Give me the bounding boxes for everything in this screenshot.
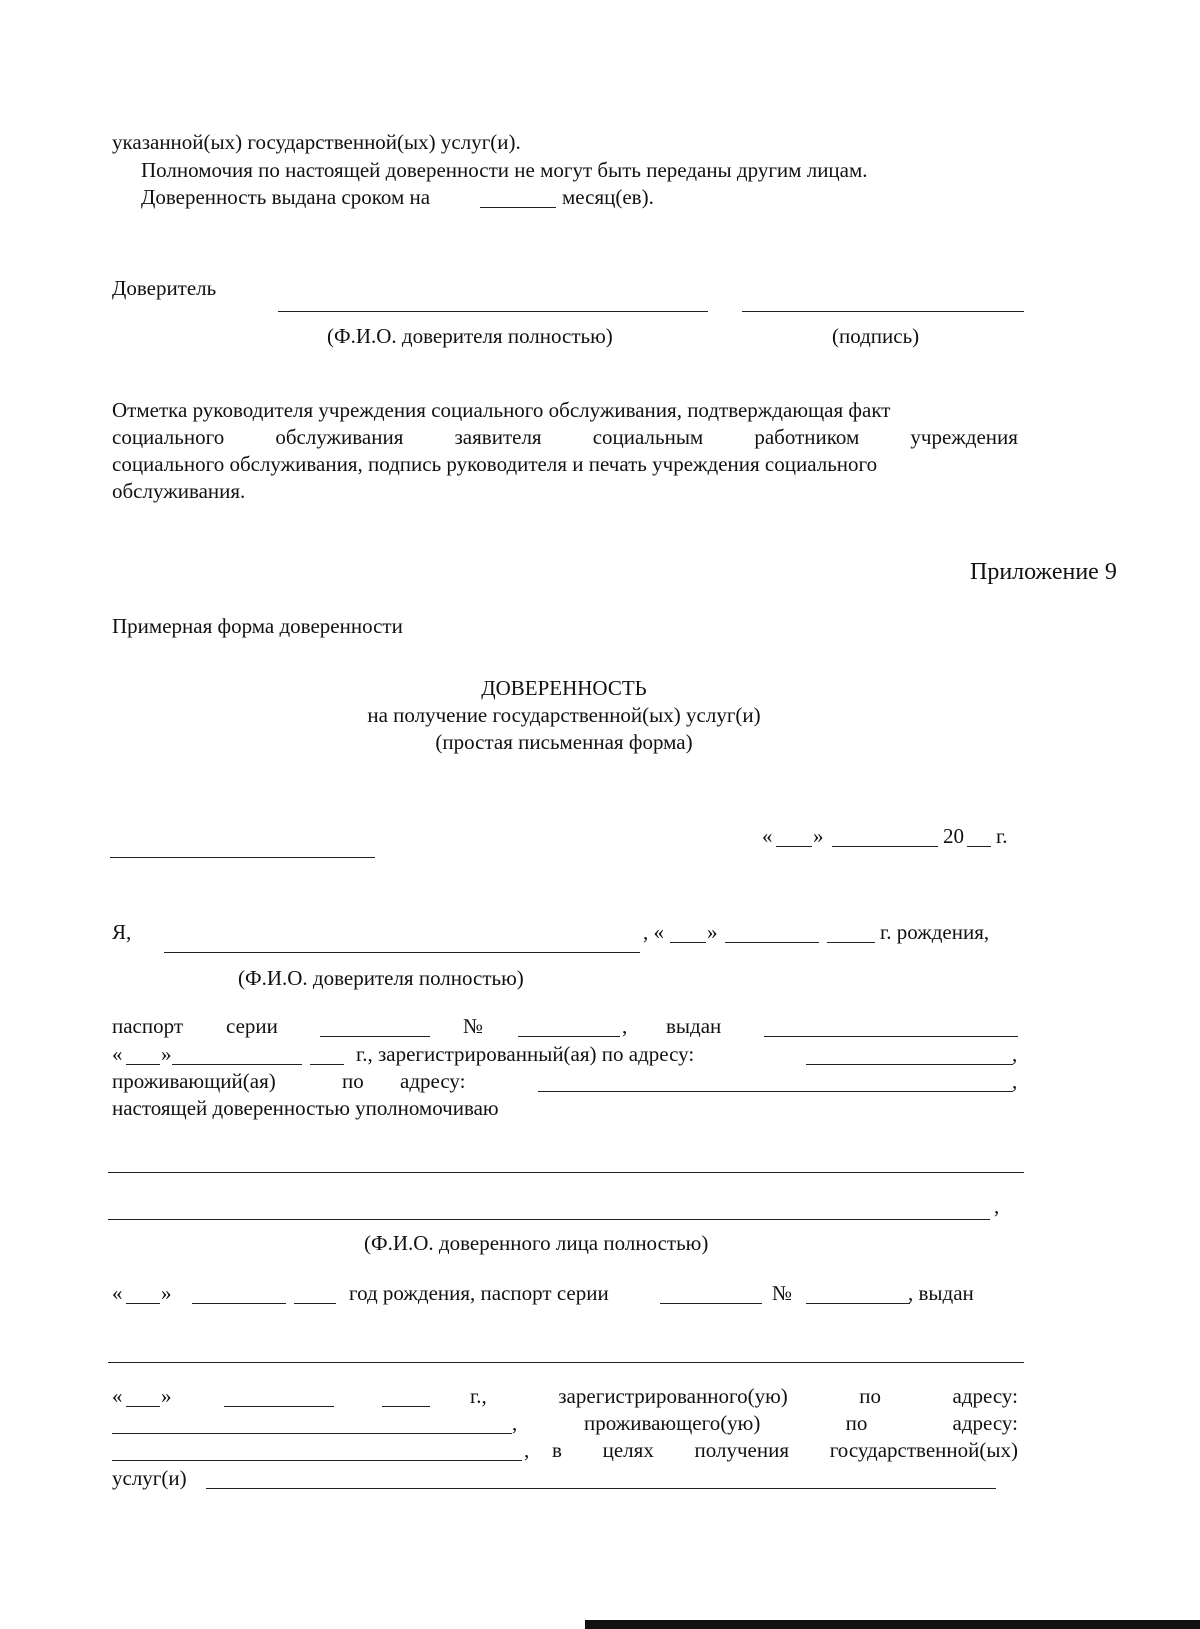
- text-line-justified: [552, 1440, 1018, 1461]
- word: адресу:: [952, 1411, 1018, 1435]
- authorize-text: настоящей доверенностью уполномочиваю: [112, 1096, 499, 1120]
- text-line: Отметка руководителя учреждения социального обслуживания, подтверждающая факт: [112, 398, 891, 422]
- comma: ,: [524, 1438, 530, 1462]
- text-line: Полномочия по настоящей доверенности не могут быть переданы другим лицам.: [141, 158, 868, 182]
- word: государственной(ых): [829, 1438, 1018, 1462]
- fio-caption: (Ф.И.О. доверителя полностью): [327, 324, 613, 348]
- document-subtitle: [0, 705, 1200, 726]
- word: адресу:: [952, 1384, 1018, 1408]
- month-blank: [192, 1303, 286, 1304]
- sample-form-label: Примерная форма доверенности: [112, 614, 403, 638]
- fio-agent-caption: (Ф.И.О. доверенного лица полностью): [364, 1231, 709, 1255]
- year-suffix: г.: [996, 824, 1008, 848]
- quote-close: »: [813, 824, 824, 848]
- address-blank: [538, 1091, 1013, 1092]
- text-line: месяц(ев).: [562, 185, 654, 209]
- issued-line: [108, 1362, 1024, 1363]
- fio-line: [278, 311, 708, 312]
- subtitle-text-2: (простая письменная форма): [435, 730, 693, 754]
- day-blank: [126, 1303, 160, 1304]
- address-blank: [112, 1460, 522, 1461]
- word: г.,: [470, 1384, 487, 1408]
- word: выдан: [666, 1014, 722, 1038]
- blank-line: [480, 207, 556, 208]
- quote-close: »: [707, 920, 718, 944]
- month-blank: [224, 1406, 334, 1407]
- number-blank: [806, 1303, 910, 1304]
- word: обслуживания: [275, 425, 404, 449]
- word: в: [552, 1438, 562, 1462]
- series-blank: [660, 1303, 762, 1304]
- text-line-justified: [584, 1413, 1018, 1434]
- day-blank: [126, 1406, 160, 1407]
- comma: ,: [512, 1411, 518, 1435]
- word: проживающего(ую): [584, 1411, 761, 1435]
- title-text: ДОВЕРЕННОСТЬ: [481, 676, 647, 700]
- word: по: [859, 1384, 882, 1408]
- word: социального: [112, 425, 225, 449]
- quote-open: «: [112, 1042, 123, 1066]
- word: проживающий(ая): [112, 1069, 276, 1093]
- word: социальным: [592, 425, 704, 449]
- birth-suffix: г. рождения,: [880, 920, 990, 944]
- i-label: Я,: [112, 920, 132, 944]
- word: адресу:: [400, 1069, 466, 1093]
- document-title: [0, 678, 1200, 699]
- word: работником: [754, 425, 860, 449]
- text-line-justified: [112, 427, 1018, 448]
- comma: ,: [1012, 1069, 1018, 1093]
- address-blank: [112, 1433, 512, 1434]
- number-sign: №: [463, 1014, 484, 1038]
- month-blank: [725, 942, 819, 943]
- word: заявителя: [454, 425, 542, 449]
- comma: ,: [994, 1194, 1000, 1218]
- comma: ,: [622, 1014, 628, 1038]
- fio-line: [164, 952, 640, 953]
- issued-blank: [764, 1036, 1018, 1037]
- year-blank: [967, 846, 991, 847]
- word: по: [342, 1069, 364, 1093]
- text-line-justified: [470, 1386, 1018, 1407]
- quote-open: «: [112, 1281, 123, 1305]
- number-blank: [518, 1036, 620, 1037]
- quote-open: , «: [643, 920, 664, 944]
- subtitle-text: на получение государственной(ых) услуг(и): [367, 703, 761, 727]
- year-blank: [827, 942, 875, 943]
- text-line: обслуживания.: [112, 479, 246, 503]
- day-blank: [776, 846, 812, 847]
- address-blank: [806, 1064, 1013, 1065]
- word: получения: [694, 1438, 789, 1462]
- day-blank: [126, 1064, 160, 1065]
- year-prefix: 20: [943, 824, 964, 848]
- quote-close: »: [161, 1042, 172, 1066]
- text-line: Доверенность выдана сроком на: [141, 185, 431, 209]
- year-blank: [382, 1406, 430, 1407]
- signature-line: [742, 311, 1024, 312]
- appendix-label: Приложение 9: [970, 559, 1117, 585]
- agent-line: [108, 1172, 1024, 1173]
- quote-open: «: [762, 824, 773, 848]
- quote-close: »: [161, 1384, 172, 1408]
- word: учреждения: [910, 425, 1018, 449]
- scan-edge-bar: [585, 1620, 1200, 1629]
- services-label: услуг(и): [112, 1466, 187, 1490]
- place-line: [110, 857, 375, 858]
- principal-label: Доверитель: [112, 276, 217, 300]
- agent-line: [108, 1219, 990, 1220]
- issued-text: , выдан: [908, 1281, 974, 1305]
- word: целях: [602, 1438, 654, 1462]
- text-line: социального обслуживания, подпись руководителя и печать учреждения социального: [112, 452, 878, 476]
- month-blank: [832, 846, 938, 847]
- word: зарегистрированного(ую): [558, 1384, 788, 1408]
- text-line: указанной(ых) государственной(ых) услуг(и).: [112, 130, 521, 154]
- quote-open: «: [112, 1384, 123, 1408]
- number-sign: №: [772, 1281, 793, 1305]
- comma: ,: [1012, 1042, 1018, 1066]
- word: паспорт: [112, 1014, 184, 1038]
- reg-text: г., зарегистрированный(ая) по адресу:: [356, 1042, 695, 1066]
- signature-caption: (подпись): [832, 324, 920, 348]
- quote-close: »: [161, 1281, 172, 1305]
- month-blank: [172, 1064, 302, 1065]
- word: серии: [226, 1014, 278, 1038]
- services-line: [206, 1488, 996, 1489]
- series-blank: [320, 1036, 430, 1037]
- fio-caption: (Ф.И.О. доверителя полностью): [238, 966, 524, 990]
- year-blank: [310, 1064, 344, 1065]
- word: по: [845, 1411, 868, 1435]
- day-blank: [670, 942, 706, 943]
- document-subtitle-2: [0, 732, 1200, 753]
- agent-birth-text: год рождения, паспорт серии: [349, 1281, 609, 1305]
- year-blank: [294, 1303, 336, 1304]
